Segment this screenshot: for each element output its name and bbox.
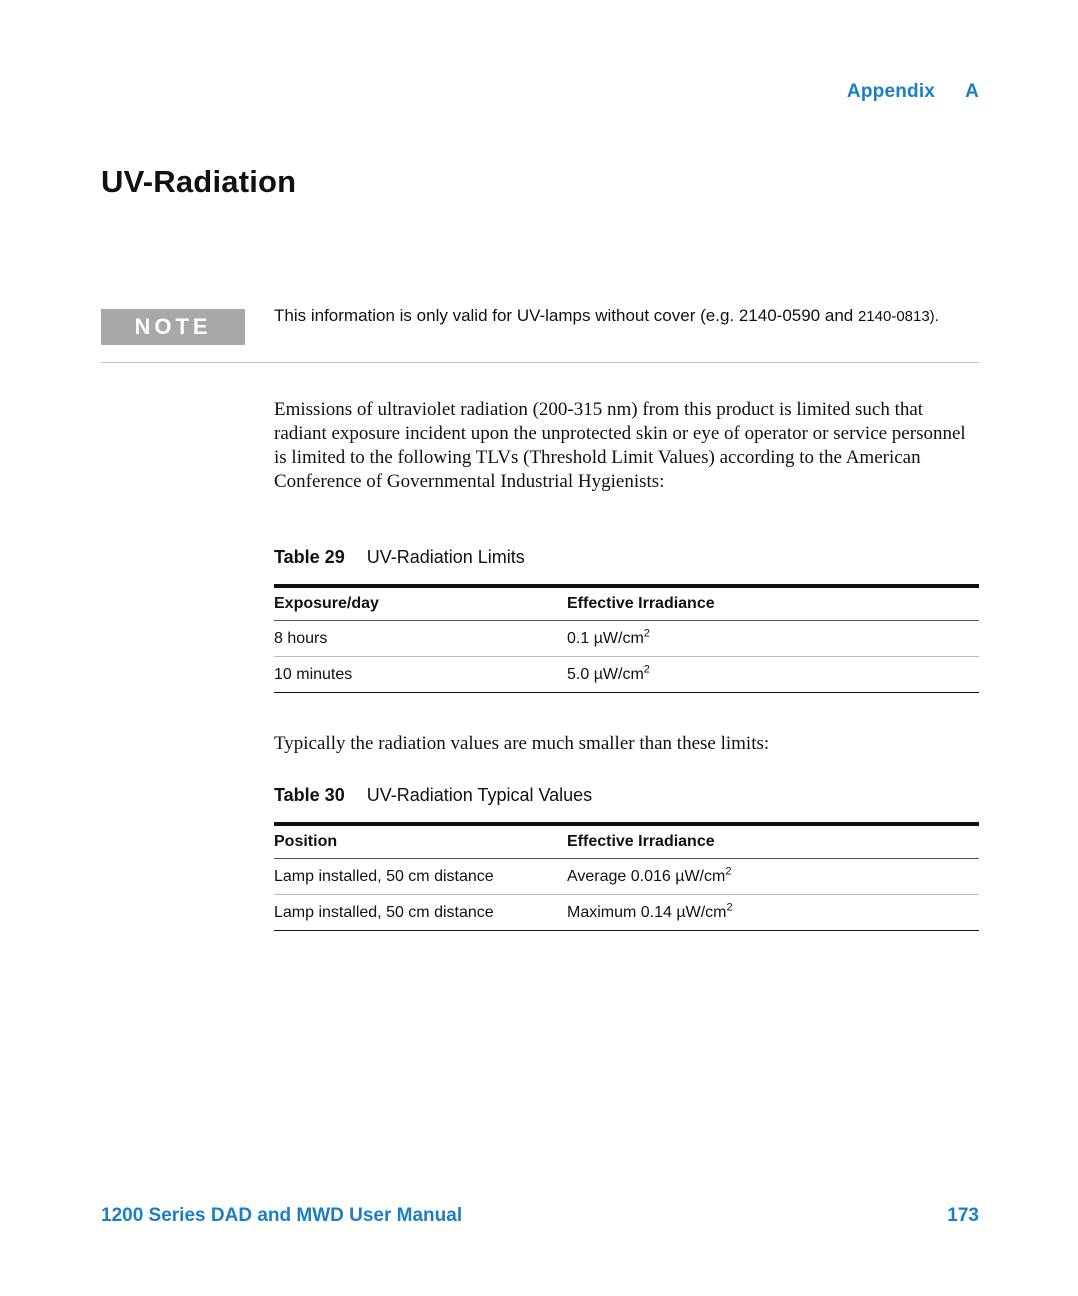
table29-caption <box>274 547 525 568</box>
header-section: Appendix <box>846 81 936 102</box>
exposure-cell: 8 hours <box>274 621 567 657</box>
running-header <box>847 81 979 103</box>
footer-page-number: 173 <box>947 1205 979 1226</box>
exponent: 2 <box>643 663 650 676</box>
irradiance-cell <box>567 657 979 693</box>
table-header-row <box>274 586 979 621</box>
table-row <box>274 895 979 931</box>
exponent: 2 <box>725 865 732 878</box>
footer-manual-title: 1200 Series DAD and MWD User Manual <box>101 1205 463 1226</box>
irradiance-value: 0.1 µW/cm <box>567 629 644 647</box>
note-text-small: 2140-0813). <box>857 308 939 325</box>
note-badge: NOTE <box>101 309 245 345</box>
irradiance-cell <box>567 895 979 931</box>
intro-paragraph: Emissions of ultraviolet radiation (200-315 nm) from this product is limited such that radiant exposure incident upon the unprotected skin or eye of operator or service personnel is limited to the following TLVs (Threshold Limit Values) according to the American Conference of Governmental Industrial Hygienists: <box>274 399 966 492</box>
header-letter: A <box>965 81 979 102</box>
irradiance-value: Maximum 0.14 µW/cm <box>567 903 727 921</box>
note-text <box>274 304 980 329</box>
irradiance-value: 5.0 µW/cm <box>567 665 644 683</box>
table-row <box>274 657 979 693</box>
position-cell: Lamp installed, 50 cm distance <box>274 895 567 931</box>
irradiance-cell <box>567 621 979 657</box>
irradiance-cell <box>567 859 979 895</box>
table30-caption <box>274 785 592 806</box>
exponent: 2 <box>643 627 650 640</box>
exposure-cell: 10 minutes <box>274 657 567 693</box>
exponent: 2 <box>726 901 733 914</box>
note-divider <box>101 362 979 363</box>
table29-number: Table 29 <box>274 547 345 567</box>
column-header-irradiance: Effective Irradiance <box>567 824 979 859</box>
column-header-exposure: Exposure/day <box>274 586 567 621</box>
page-title: UV-Radiation <box>101 164 297 199</box>
typical-paragraph: Typically the radiation values are much smaller than these limits: <box>274 733 770 754</box>
column-header-position: Position <box>274 824 567 859</box>
table-row <box>274 621 979 657</box>
irradiance-value: Average 0.016 µW/cm <box>567 867 726 885</box>
table30-title: UV-Radiation Typical Values <box>366 785 593 805</box>
table29-title: UV-Radiation Limits <box>366 547 525 567</box>
uv-typical-table <box>274 822 979 931</box>
uv-limits-table <box>274 584 979 693</box>
table-row <box>274 859 979 895</box>
column-header-irradiance: Effective Irradiance <box>567 586 979 621</box>
table30-number: Table 30 <box>274 785 345 805</box>
note-text-main: This information is only valid for UV-lamps without cover (e.g. 2140-0590 and <box>274 306 858 325</box>
position-cell: Lamp installed, 50 cm distance <box>274 859 567 895</box>
table-header-row <box>274 824 979 859</box>
